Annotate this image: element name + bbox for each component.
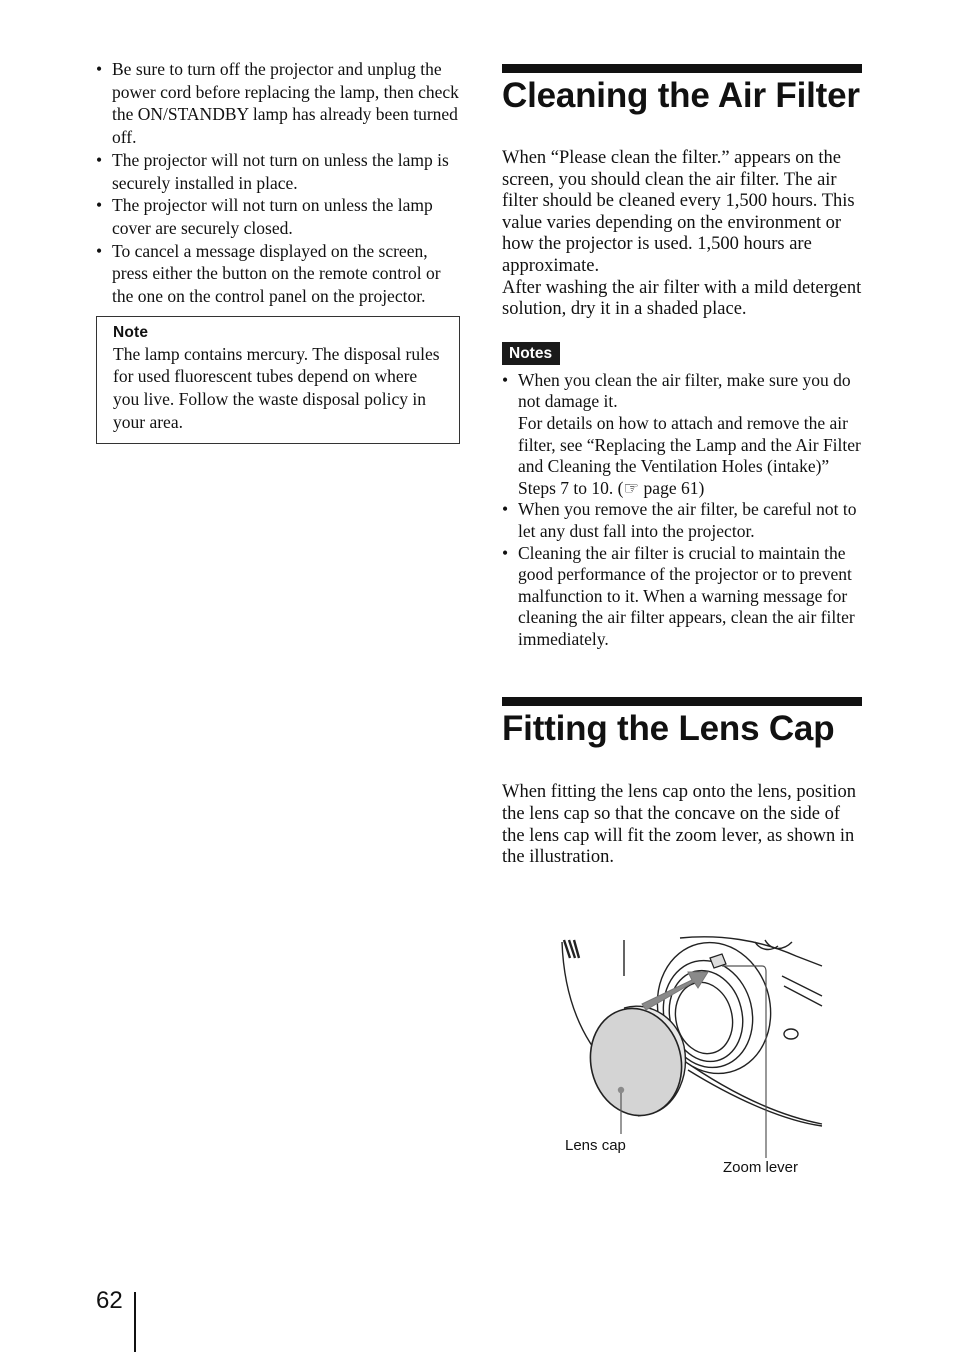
page-number: 62 bbox=[96, 1287, 123, 1314]
zoom-lever-label: Zoom lever bbox=[723, 1159, 799, 1176]
list-item: • The projector will not turn on unless the lamp is securely installed in place. bbox=[96, 149, 460, 194]
note-item-subtext: For details on how to attach and remove the air filter, see “Replacing the Lamp and the Air Filter and Cleaning the Ventilation Holes (intake)” Steps 7 to 10. (☞ page 61) bbox=[518, 412, 861, 498]
page-margin-rule bbox=[134, 1292, 136, 1352]
air-filter-paragraph-2: After washing the air filter with a mild detergent solution, dry it in a shaded place. bbox=[502, 277, 862, 320]
note-box bbox=[96, 316, 460, 444]
precautions-list bbox=[96, 58, 460, 308]
section-title-air-filter: Cleaning the Air Filter bbox=[502, 76, 860, 115]
notes-list bbox=[502, 370, 864, 651]
lens-cap-label: Lens cap bbox=[565, 1137, 626, 1154]
list-item bbox=[502, 499, 864, 542]
section-rule bbox=[502, 697, 862, 706]
section-rule bbox=[502, 64, 862, 73]
note-item-text: When you clean the air filter, make sure you do not damage it. bbox=[518, 369, 851, 412]
list-item bbox=[502, 370, 864, 500]
list-item: • To cancel a message displayed on the screen, press either the button on the remote control or the one on the control panel on the projector. bbox=[96, 240, 460, 308]
note-item-text: When you remove the air filter, be careful not to let any dust fall into the projector. bbox=[518, 499, 857, 541]
right-column bbox=[502, 64, 864, 869]
list-item: • Be sure to turn off the projector and unplug the power cord before replacing the lamp, then check the ON/STANDBY lamp has already been turned off. bbox=[96, 58, 460, 149]
air-filter-paragraph: When “Please clean the filter.” appears on the screen, you should clean the air filter. The air filter should be cleaned every 1,500 hours. This value varies depending on the environment or how the projector is used. 1,500 hours are approximate. bbox=[502, 148, 855, 276]
lens-cap-illustration bbox=[560, 936, 824, 1186]
left-column bbox=[96, 58, 460, 444]
list-item bbox=[502, 543, 864, 651]
section-title-lens-cap: Fitting the Lens Cap bbox=[502, 709, 835, 749]
notes-label: Notes bbox=[502, 342, 560, 365]
note-text: The lamp contains mercury. The disposal rules for used fluorescent tubes depend on where you live. Follow the waste disposal policy in your area. bbox=[113, 343, 440, 432]
note-label: Note bbox=[113, 323, 149, 341]
lens-cap-paragraph: When fitting the lens cap onto the lens, position the lens cap so that the concave on the side of the lens cap will fit the zoom lever, as shown in the illustration. bbox=[502, 782, 857, 868]
list-item: • The projector will not turn on unless the lamp cover are securely closed. bbox=[96, 194, 460, 239]
note-item-text: Cleaning the air filter is crucial to maintain the good performance of the projector or to prevent malfunction to it. When a warning message for cleaning the air filter appears, clean the air filter immediately. bbox=[518, 542, 855, 649]
